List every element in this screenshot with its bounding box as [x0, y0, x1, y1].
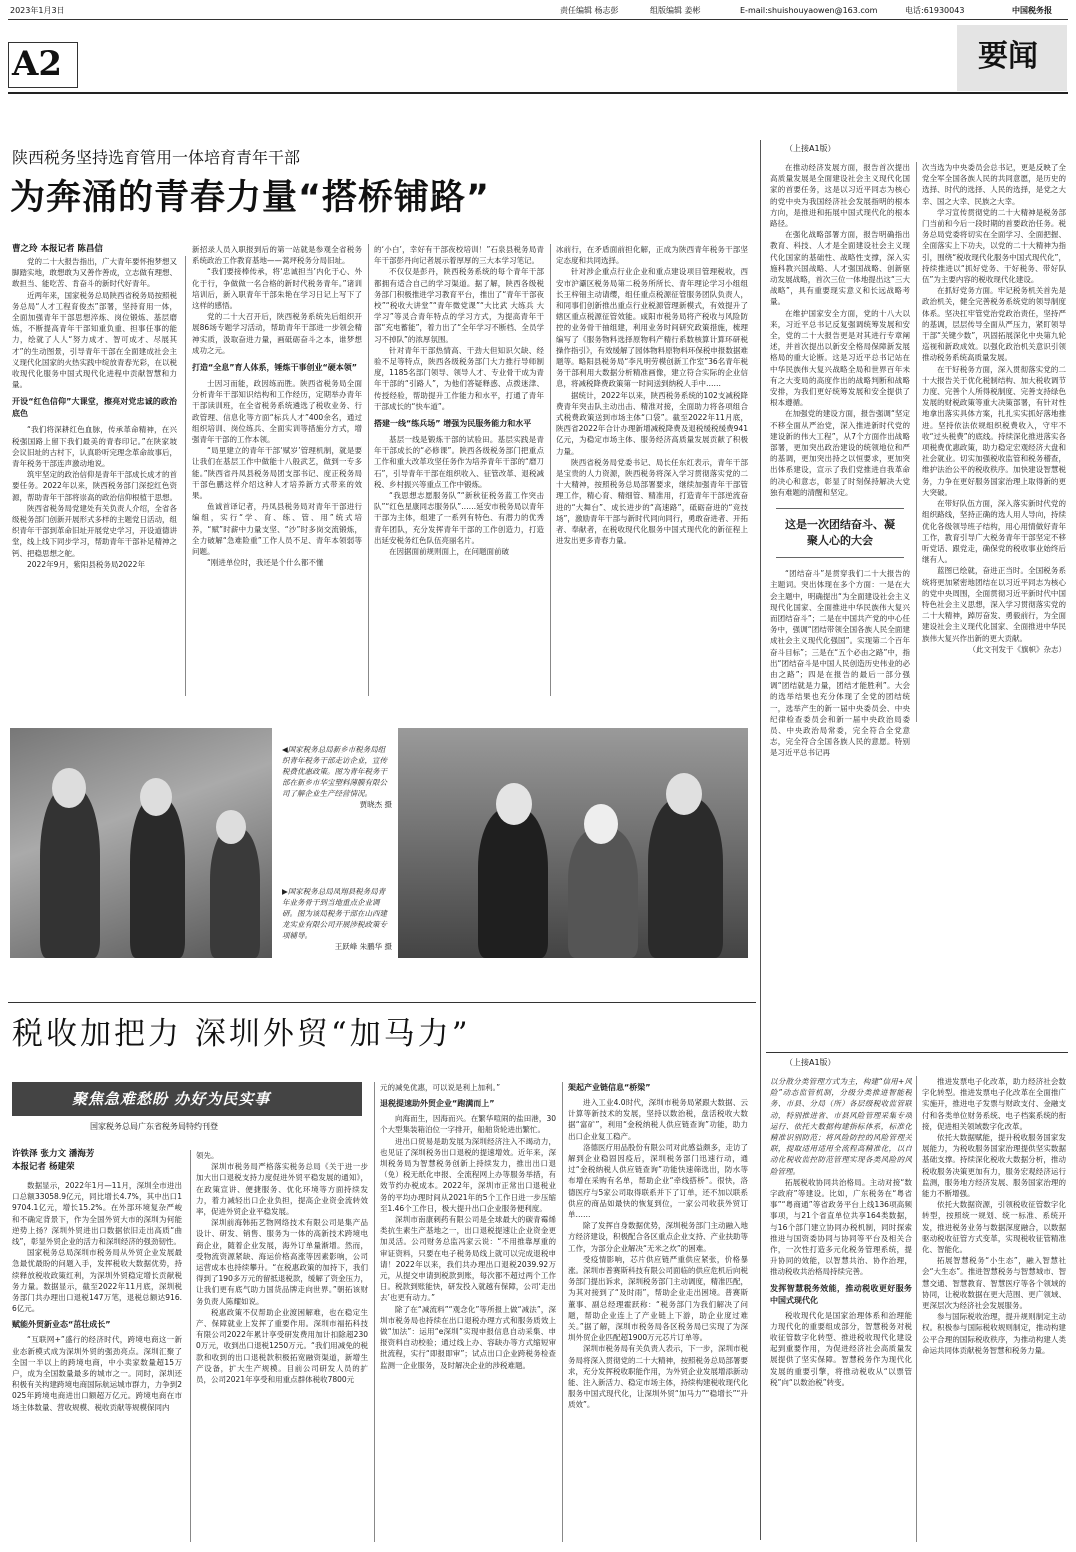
lead-paragraph-8: “我们要接棒传承，将‘忠诚担当’内化于心、外化于行，争做做一名合格的新时代税务青年。”诸训培训后，新入职青年干部朱艳在学习日记上写下了这样的感悟。	[192, 267, 362, 311]
second-subhead-2: 退税提速助外贸企业“跑满而上”	[380, 1099, 495, 1109]
second-byline	[12, 1148, 94, 1174]
lead-col4	[556, 244, 748, 696]
right-bottom-paragraph-1: 以分散分类管理方式为主，构建“信用+风险”动态监管机制，分级分类推进智能税务、市县、分局（所）各层级税收监管联动，特别推进省、市县风险管理采集专项运行、依托大数据构建指标体系，标准化精准识别防范；将风险防控的风险管理关联，提取适用适用全流程高精准化，以自动化税收监控防范管理实现各类风险的风险管理。	[770, 1077, 912, 1176]
banner-text: 聚焦急难愁盼 办好为民实事	[72, 1090, 271, 1108]
lead-paragraph-21: 针对涉企重点行业企业和重点建设项目管理税收，西安市沪灞区税务局第二税务所所长、青年理论学习小组组长王梓钿主动请缨，组任重点税源征管服务团队负责人，和同事们创新推出重点行业税源管理新模式，有效提升了辖区重点税源征管效能。咸阳市税务局将产税收与风险防控的业务骨干抽组建，利用业务时间研究政策措施，梳理编写了《服务物料选择原物料产精行系数核算计算环研税操作指引》，有效缓解了园体物料原物料环保税申报数据难题等。略阳县税务局“李凡明劳模创新工作室”36名青年税务干部利用大数据分析精准画像，建立符合实际的企业信息，将减税降费政策第一时间送到纳税人手中……	[556, 267, 748, 389]
lead-paragraph-23: 陕西省税务局党委书记、局长任东红表示，青年干部是宝贵的人力资源，陕西税务将深入学习贯彻落实党的二十大精神，按照税务总局部署要求，继续加强青年干部管理工作，精心育、精细管、精准用，打造青年干部逆流奋进的“大舞台”、成长进步的“高速路”，砥砺奋进的“竞技场”，激励青年干部与新时代同向同行，勇敢奋进者、开拓者、奉献者，在税收现代化服务中国式现代化的新征程上进发出更多青春力量。	[556, 457, 748, 546]
page-number-box	[8, 42, 78, 88]
second-paragraph-16: 受疫情影响，芯片供应链严重供应紧张，价格暴涨。深圳市普赛斯科技有限公司面临的供应危机后向税务部门提出诉求，深圳税务部门主动调度，精准匹配，为其对接到了“及时雨”，帮助企业走出困境。普赛斯董事、副总经理霍跃称：“税务部门为我们解决了问题，帮助企业连上了产业链上下游，助企业度过难关。”据了解，深圳市税务局各区税务局已实现了为深圳外贸企业匹配超1900万元芯片订单等。	[568, 1254, 748, 1343]
lead-subhead-3: 搭建一线“练兵场” 增强为民服务能力和水平	[374, 419, 532, 429]
second-paragraph-6: 深圳前海韩拓艺物网络技术有限公司是集产品设计、研发、销售、服务为一体的高新技术跨境电商企业，随着企业发展，海外订单量渐增。然而，受物流资源紧缺、海运价格高涨等因素影响，公司运营成本也持续攀升。“在税惠政策的加持下，我们得到了190多万元的留抵退税款，缓解了资金压力，让我们更有底气助力国货品牌走向世界。”朝拓该财务负责人陈耀如说。	[196, 1218, 368, 1306]
second-headline: 税收加把力 深圳外贸“加马力”	[12, 1016, 471, 1052]
masthead-date: 2023年1月3日	[10, 6, 65, 15]
masthead-rule	[8, 19, 1068, 20]
col-rule	[562, 1082, 563, 1542]
right-paragraph-6: 次当选为中央委员会总书记，更是反映了全党全军全国各族人民的共同意愿，是历史的选择、时代的选择、人民的选择，是党之大幸、国之大幸、民族之大幸。	[922, 163, 1066, 206]
right-bottom-paragraph-6: 依托大数据资源，引领税收征管数字化转型，按照统一规划、统一标准、系统开发，推进税务业务与数据深度融合，以数据驱动税收征管方式变革，实现税收征管精准化、智能化。	[922, 1200, 1066, 1255]
lead-col2	[192, 244, 362, 696]
right-bottom-continued-from: （上接A1版）	[785, 1058, 836, 1067]
lead-kicker: 陕西税务坚持选育管用一体培育青年干部	[12, 148, 301, 167]
col-rule	[368, 244, 369, 696]
lead-subhead-2: 打造“全息”育人体系，锤炼干事创业“硬本领”	[192, 363, 358, 373]
second-paragraph-10: 进出口贸易是助发展为深圳经济注入不竭动力，也见证了深圳税务出口退税的提速增效。近年来，深圳税务局为智慧税务创新上持续发力，推出出口退（免）税无纸化申报、全流程网上办等服务举措，有效节约办税成本。2022年，深圳市正常出口退税业务的平均办理时间从2021年的5个工作日进一步压缩至1.46个工作日，极大提升出口企业服务便利度。	[380, 1136, 556, 1213]
lead-col1	[12, 256, 177, 696]
second-paragraph-15: 除了发挥自身数据优势，深圳税务部门主动融入地方经济建设，积极配合各区重点企业支持、产业扶助等工作，为部分企业解决“无米之炊”的困难。	[568, 1221, 748, 1253]
caption-2-text: ▶国家税务总局凤翔县税务局青年业务骨干到当地重点企业调研。图为该局税务干部在山西建龙实业有限公司开展涉税政策专项辅导。	[282, 887, 387, 940]
right-continued-from: （上接A1版）	[785, 144, 836, 153]
right-paragraph-7: 学习宣传贯彻党的二十大精神是税务部门当前和今后一段时期的首要政治任务。税务总局党委将切实在全面学习、全面把握、全面落实上下功夫，以党的二十大精神为指引，围绕“税收现代化服务中国式现代化”，持续推进以“抓好党务、干好税务、带好队伍”为主要内容的税收现代化建设。	[922, 207, 1066, 285]
second-col3	[380, 1082, 556, 1542]
right-col1	[770, 162, 910, 1170]
lead-paragraph-19: 在因据面前规则面上，在问题面前破	[389, 547, 509, 557]
lead-paragraph-5: 陕西省税务局党建处有关负责人介绍，全省各级税务部门创新开展形式多样的主题党日活动，组织青年干部到革命旧址开展党史学习，开设道德讲堂，线上线下同步学习，帮助青年干部补足精神之钙、把稳思想之舵。	[12, 503, 177, 558]
caption-2-credit: 王跃峰 朱鹏华 摄	[334, 942, 392, 951]
col-rule	[916, 162, 917, 722]
right-paragraph-1: 在推动经济发展方面，报告首次提出高质量发展是全面建设社会主义现代化国家的首要任务，这是以习近平同志为核心的党中央为我国经济社会发展指明的根本方向，是推进和拓展中国式现代化的根本路径。	[770, 163, 910, 229]
right-bottom-col2	[922, 1076, 1066, 1542]
lead-subhead-1: 开设“红色信仰”大课堂，擦亮对党忠诚的政治底色	[12, 397, 177, 419]
second-paragraph-7: 税惠政策不仅帮助企业渡困解难，也在稳定生产、保障就业上发挥了重要作用。深圳市福拓科技有限公司2022年累计享受研发费用加计扣除超2300万元，收到出口退税1250万元。“我们用减免的税款和收到的出口退税款积极拓宽融资渠道，新增生产设备，扩大生产规模。目前公司研发人员的扩员，公司2021年享受和用重点群体税收7800元	[196, 1307, 368, 1385]
section-title: 要闻	[978, 39, 1038, 74]
caption-1-credit: 贾晓杰 摄	[359, 800, 392, 809]
second-paragraph-1: 数据显示，2022年1月—11月，深圳全市进出口总额33058.9亿元，同比增长4.7%，其中出口19704.1亿元，增长15.2%。在外部环境复杂严峻和不确定背景下，作为全国外贸大市的深圳为何能逆势上扬？深圳外贸进出口数据依旧走出高质“曲线”，彰显外贸企业的活力和深圳经济的强劲韧性。	[12, 1181, 182, 1247]
lead-headline: 为奔涌的青春力量“搭桥铺路”	[10, 178, 491, 218]
right-bottom-paragraph-5: 依托大数据赋能，提升税收服务国家发展能力，为税收服务国家治理提供坚实数据基础支撑。持续深化税收大数据分析，推动税收服务决策更加有力，服务宏观经济运行监测，服务地方经济发展、服务国家治理的能力不断增强。	[922, 1133, 1066, 1199]
lead-paragraph-18: “我思想志愿服务队”“新秋征税务蓝工作突击队”“红色星康同志服务队”……延安市税务局以青年干部为主体，组建了一系列有特色、有潜力的优秀青年团队，充分发挥青年干部的工作创造力，打造出延安税务红色队伍亮丽名片。	[374, 491, 544, 545]
second-paragraph-8: 元的减免优惠，可以说是利上加利。”	[380, 1083, 501, 1092]
col-rule	[916, 1076, 917, 1542]
right-paragraph-5: “团结奋斗”是贯穿我们二十大报告的主题词。突出体现在多个方面：一是在大会主题中，明确提出“为全面建设社会主义现代化国家、全面推进中华民族伟大复兴而团结奋斗”；二是在中国共产党的中心任务中，强调“团结带领全国各族人民全面建成社会主义现代化强国”。实现第二个百年奋斗目标”；三是在“五个必由之路”中，指出“团结奋斗是中国人民创造历史伟业的必由之路”；四是在报告的最后一部分强调“团结就是力量，团结才能胜利”。大会的选举结果也充分体现了全党的团结统一，选举产生的新一届中央委员会、中央纪律检查委员会和新一届中央政治局委员、中央政治局常委，完全符合全党意志，完全符合全国各族人民的意愿。特别是习近平总书记再	[770, 569, 910, 758]
lead-paragraph-4: 筑牢坚定的政治信仰是青年干部成长成才的首要任务。2022年以来，陕西税务部门深挖红色资源，帮助青年干部将崇高的政治信仰根植于思想。	[12, 470, 177, 502]
photo-right-caption	[282, 886, 392, 952]
lead-paragraph-7: 新招录人员入职报到后的第一站就是参观全省税务系统政治工作教育基地——蒿坪税务分局旧址。	[192, 245, 362, 266]
right-bottom-rule	[766, 1052, 1068, 1053]
second-col2	[196, 1150, 368, 1542]
photo-right	[398, 728, 748, 958]
lead-paragraph-12: 鱼诚首译记者，丹凤县税务局对青年干部进行编组，实行“学、育、练、管、用”统式培养，“赋”时薪中力量支坚、“沙”时多岗交流锻炼，全力破解“急难险重”工作人员不足、青年本领弱等问题。	[192, 502, 362, 557]
right-bottom-paragraph-4: 推进发票电子化改革，助力经济社会数字化转型。推进发票电子化改革在全面推广实施开，推进电子发票与财政支付、金融支付和各类单位财务系统、电子档案系统的衔接，促进相关领域数字化改革。	[922, 1077, 1066, 1131]
lead-paragraph-22: 据统计，2022年以来，陕西税务系统的102支减税降费青年突击队主动出击、精准对接，全面助力将各项组合式税费政策送到市场主体“口袋”。截至2022年11月底，陕西省2022年合计办理新增减税降费及退税缓税缓费941亿元，为稳定市场主体、服务经济高质量发展贡献了积极力量。	[556, 390, 748, 456]
second-paragraph-14: 洛德医疗用品股份有限公司对此感益颇多，走访了解到企业稳固因疫后，深圳税务部门迅速行动，通过“金税纳税人供应链查询”功能快速筛选出，防水等布增在采购有名单，帮助企业“牵线搭桥”。很快，洛德医疗与5家公司取得联系并下了订单，还不加以联系供应的商品如最快的恢复到位，一家公司收获外贸订单……	[568, 1142, 748, 1220]
lead-paragraph-9: 党的二十大召开后，陕西税务系统先后组织开展86场专题学习活动，帮助青年干部进一步领会精神实质，汲取奋进力量，画砥砺奋斗之本，谁梦想成功之元。	[192, 312, 362, 355]
second-paragraph-13: 进入工业4.0时代，深圳市税务局紧跟大数据、云计算等新技术的发展，坚持以数治税，盘活税收大数据“富矿”，利用“金税纳税人供应链查询”功能，助力出口企业复工稳产。	[568, 1098, 748, 1141]
second-paragraph-17: 深圳市税务局有关负责人表示，下一步，深圳市税务局将深入贯彻党的二十大精神，按照税务总局部署要求，充分发挥税收职能作用，为外贸企业发展增添新动能、注入新活力、稳定市场主体，持续构建税收现代化服务中国式现代化，让深圳外贸“加马力”“稳增长”“升质效”。	[568, 1344, 748, 1410]
second-col1	[12, 1180, 182, 1542]
right-paragraph-10: 在带好队伍方面，深入落实新时代党的组织路线，坚持正确的选人用人导向，持续优化各级领导班子结构，用心用情做好青年工作，教育引导广大税务青年干部坚定不移听党话、跟党走，确保党的税收事业始终后继有人。	[922, 499, 1066, 565]
masthead-email: E-mail:shuishouyaowen@163.com	[740, 6, 878, 15]
section-rule	[8, 92, 1068, 94]
second-paragraph-2: 国家税务总局深圳市税务局从外贸企业发展最急最忧最盼的问题入手，发挥税收大数据优势，持续释放税收政策红利，为深圳外贸稳定增长贡献税务力量。数据显示，截至2022年11月底，深圳税务部门共办理出口退税147万笔，退税总额达916.6亿元。	[12, 1248, 182, 1314]
right-paragraph-4: 在加强党的建设方面，报告强调“坚定不移全面从严治党，深入推进新时代党的建设新的伟大工程”，从7个方面作出战略部署，更加突出政治建设的统领地位和严的基调，更加突出持之以恒要求，更加突出体系建设，宣示了我们党推进自我革命的决心和意志，彰显了时刻保持解决大党独有难题的清醒和坚定。	[770, 409, 910, 497]
second-paragraph-9: 向海而生，因海而兴。在繁华喧闹的盐田港，30个大型集装箱泊位一字排开，船舶货轮进出繁忙。	[380, 1114, 556, 1135]
second-subhead-3: 架起产业链信息“桥梁”	[568, 1083, 651, 1092]
right-bottom-paragraph-2: 拓展税收协同共治格局。主动对接“数字政府”等建设。比如，广东税务在“粤省事”“粤商通”等省政务平台上线136项高频事项，与21个省直单位共享164类数据，与16个部门建立协同办税机制，同时探索推进与国资委协同与协同等平台及相关合作，一次性打造多元化税务管理系统，提升协同的效能，以智慧共治、协作治理，推动税收共治格局持续完善。	[770, 1177, 912, 1277]
masthead-phone: 电话:61930043	[905, 6, 965, 15]
masthead-layout: 组版编辑 姜彬	[650, 6, 701, 15]
lead-paragraph-16: 针对青年干部热情高、干劲大但知识欠缺、经验不足等特点，陕西各级税务部门大力推行导师制度，1185名部门领导、领导人才、专业骨干成为青年干部的“引路人”，为他们答疑释惑、点拨迷津、传授经验，帮助提升工作能力和水平，打通了青年干部成长的“快车道”。	[374, 345, 544, 411]
lead-paragraph-13: “刚进单位时，我还是个什么都不懂	[207, 558, 324, 568]
masthead-paper-name: 中国税务报	[1012, 6, 1052, 15]
right-bottom-paragraph-3: 税收现代化是国家治理体系和治理能力现代化的重要组成部分，智慧税务对税收征管数字化转型、推进税收现代化建设起到重要作用，为促进经济社会高质量发展提供了坚实保障。智慧税务作为现代化发展的重要引擎，将推动税收从“以票管税”向“以数治税”转变。	[770, 1310, 912, 1387]
second-banner	[12, 1082, 362, 1116]
col-rule	[760, 140, 761, 1540]
second-subhead-1: 赋能外贸新业态“茁壮成长”	[12, 1320, 111, 1330]
lead-paragraph-10: 士因习而能，政因练而胜。陕西省税务局全面分析青年干部知识结构和工作经历，定期举办青年干部读训班，在全省税务系统遴选了税收业务、行政管理、信息化等方面“标兵人才”400余名，通过组织培训、岗位练兵、全面实训等措施分方式，增强青年干部的工作本领。	[192, 379, 362, 445]
col-rule	[374, 1082, 375, 1542]
right-col2	[922, 162, 1066, 1170]
page-number: A2	[12, 44, 63, 84]
right-paragraph-9: 在干好税务方面，深入贯彻落实党的二十大报告关于优化税制结构、加大税收调节力度、完善个人所得税制度、完善支持绿色发展的财税政策等重大决策部署，有针对性地拿出落实具体方案，扎扎实实抓好落地推进。坚持依法依规组织税费收入，守牢不收“过头税费”的底线。持续深化推进落实各项税费优惠政策，助力稳定宏观经济大盘和社会就业。切实加强税收监管和税务稽查，维护法治公平的税收秩序。加快建设智慧税务，力争在更好服务国家治理上取得新的更大突破。	[922, 364, 1066, 497]
lead-byline: 曹之玲 本报记者 陈昌信	[12, 244, 103, 254]
second-article-rule	[8, 1002, 756, 1003]
lead-paragraph-11: “局里建立的青年干部‘赋岁’管理机制，就是要让我们在基层工作中做能十八般武艺，做到一专多能。”陕西省丹凤县税务局团支部书记、度正税务局干部色鹏这样介绍这种人才培养新方式带来的效果。	[192, 446, 362, 501]
second-byline-2: 本报记者 杨建荣	[12, 1162, 75, 1172]
second-paragraph-12: 除了在“减流料”“观念化”等所报上做“减法”，深圳市税务局也持续在出口退税办理方式和服务质效上做“加法”：运用“e深圳”实现申报信息自动采集、申报资料自动校验；通过线上办、容缺办等方式缩短审批流程，实行“即报即审”；试点出口企业跨税务检查监测一企业服务，及时解决企业的涉税难题。	[380, 1304, 556, 1370]
col-rule	[190, 1150, 191, 1542]
right-paragraph-11: 蓝图已绘就，奋进正当时。全国税务系统将更加紧密地团结在以习近平同志为核心的党中央周围，全面贯彻习近平新时代中国特色社会主义思想，深入学习贯彻落实党的二十大精神，踔厉奋发、勇毅前行，为全面建设社会主义现代化国家、全面推进中华民族伟大复兴作出新的更大贡献。	[922, 566, 1066, 643]
lead-col3	[374, 244, 544, 696]
lead-paragraph-15: 不仅仅是彭丹，陕西税务系统的每个青年干部都拥有适合自己的学习渠道。据了解，陕西各级税务部门积极推进学习教育平台，推出了“青年干部夜校”“税收大讲堂”“青年微党课”“大比武 大练兵 大学习”等灵合青年特点的学习方式，为提高青年干部“充电蓄能”，着力出了“全年学习不断档、全员学习不掉队”的浓厚氛围。	[374, 267, 544, 344]
right-paragraph-8: 在抓好党务方面。牢记税务机关首先是政治机关，健全完善税务系统党的领导制度体系。坚决扛牢管党治党政治责任，坚持严的基调，层层传导全面从严压力，紧盯领导干部“关键少数”，巩固拓展深化中央第九轮巡视和新政成效。以强化政治机关意识引领推动税务系统高质量发展。	[922, 286, 1066, 363]
second-paragraph-3: “互联网+”盛行的经济时代，跨境电商这一新业态新模式成为深圳外贸的强劲亮点。深圳汇聚了全国一半以上的跨境电商，中小卖家数量超15万户，成为全国数量最多的城市之一。同时，深圳还积极有关构建跨境电商国际航运城市群力，力争到2025年跨境电商进出口额超万亿元。跨境电商在市场主体数量、营收规模、税收贡献等规模保同内	[12, 1335, 182, 1412]
col-rule	[550, 244, 551, 696]
lead-paragraph-3: “我们将深耕红色血脉，传承革命精神，在兴税强国路上留下我们最美的青春印记。”在陕家坡会议旧址的古村下，认真聆听完理念革命故事后，青年税务干部连声激动地说。	[12, 425, 177, 469]
second-col4	[568, 1082, 748, 1542]
lead-paragraph-2: 近两年来，国家税务总局陕西省税务局按照税务总局“人才工程育俊杰”部署，坚持育用一体，全面加强青年干部思想淬炼、岗位锻炼、基层磨炼，不断提高青年干部知重负重、担事任事的能力，绘就了人人“努力成才、智可成才、尽展其才”的生动图景，引导青年干部在全面建成社会主义现代化国家的火热实践中绽放青春光彩，在以税收现代化服务中国式现代化进程中贡献智慧和力量。	[12, 290, 177, 390]
second-paragraph-4: 领先。	[196, 1151, 219, 1160]
masthead-editor: 责任编辑 杨志彭	[560, 6, 619, 15]
lead-paragraph-20: 冰前行，在矛盾面前担化解，正成为陕西青年税务干部坚定态度和共同选择。	[556, 245, 748, 266]
photo-left	[10, 728, 272, 958]
second-byline-1: 许铁泽 张力文 潘海芳	[12, 1149, 95, 1159]
right-paragraph-2: 在强化战略部署方面，报告明确指出教育、科技、人才是全面建设社会主义现代化国家的基础性、战略性支撑，深入实施科教兴国战略、人才强国战略、创新驱动发展战略，首次三位一体地提出这“三大战略”，具有重要现实意义和长远战略考量。	[770, 230, 910, 307]
right-bottom-paragraph-7: 拓展智慧税务“小生态”，融入智慧社会“大生态”。推进智慧税务与智慧城市、智慧交通、智慧教育、智慧医疗等各个领域的协同，让税收数据在更大范围、更广领域、更深层次为经济社会发展服务。	[922, 1256, 1066, 1311]
pull-quote: 这是一次团结奋斗、凝聚人心的大会	[776, 508, 904, 558]
lead-paragraph-17: 基层一线是锻炼干部的试验田。基层实践是青年干部成长的“必修课”。陕西各级税务部门把重点工作和重大改革攻坚任务作为培养青年干部的“磨刀石”，引导青年干部在组织收入、征管改革、退税减税、乡村振兴等重点工作中锻炼。	[374, 435, 544, 489]
lead-paragraph-14: 的‘小白’，幸好有干部夜校培训！”石泉县税务局青年干部彭丹向记者展示着厚厚的三大本学习笔记。	[374, 245, 544, 266]
banner-sub: 国家税务总局广东省税务局特约刊登	[90, 1122, 218, 1131]
col-rule	[185, 256, 186, 696]
right-bottom-col1	[770, 1076, 912, 1542]
right-paragraph-3: 在维护国家安全方面，党的十八大以来，习近平总书记反复强调统筹发展和安全，党的二十大报告更是对其进行专章阐述，并首次提出以新安全格局保障新发展格局的重大论断。这是习近平总书记站在中华民族伟大复兴战略全局和世界百年未有之大变局的高度作出的战略判断和战略安排，为我们更好统筹发展和安全提供了根本遵循。	[770, 308, 910, 408]
lead-paragraph-6: 2022年9月，紫阳县税务局2022年	[27, 559, 145, 569]
right-source: （此文刊发于《旗帜》杂志）	[968, 644, 1066, 654]
caption-1-text: ◀国家税务总局新乡市税务局组织青年税务干部走访企业，宣传税费优惠政策。图为青年税务干部在新乡市华宝塑料薄膜有限公司了解企业生产经营情况。	[282, 745, 387, 798]
second-paragraph-5: 深圳市税务局严格落实税务总局《关于进一步加大出口退税支持力度促进外贸平稳发展的通知》，在政策宣讲、便捷服务、优化环境等方面持续发力，着力减轻出口企业负担，提高企业资金流转效率，促进外贸企业平稳发展。	[196, 1162, 368, 1217]
right-bottom-subhead: 发挥智慧税务效能，推动税收更好服务中国式现代化	[770, 1283, 912, 1305]
lead-paragraph-1: 党的二十大报告指出，广大青年要怀抱梦想又脚踏实地，敢想敢为又善作善成，立志做有理想、敢担当、能吃苦、肯奋斗的新时代好青年。	[12, 257, 177, 289]
second-paragraph-11: 深圳市南康刺药有限公司是全球最大的碳青霉烯类抗生素生产基地之一，出口退税提速让企业资金更加灵活。公司财务总监冯家云说：“不用推靠厚重的审证资料，只要在电子税务局线上就可以完成退税申请！2022年以来，我们共办理出口退税2039.92万元，从提交申请到税款到账，每次都不超过两个工作日。税款到账能快，研发投入就越有保障，公司‘走出去’也更有动力。”	[380, 1215, 556, 1303]
right-bottom-paragraph-8: 参与国际税收治理，提升规则制定主动权。积极参与国际税收规则制定，推动构建公平合理的国际税收秩序，为推动构建人类命运共同体贡献税务智慧和税务力量。	[922, 1312, 1066, 1355]
photo-left-caption	[282, 744, 392, 810]
